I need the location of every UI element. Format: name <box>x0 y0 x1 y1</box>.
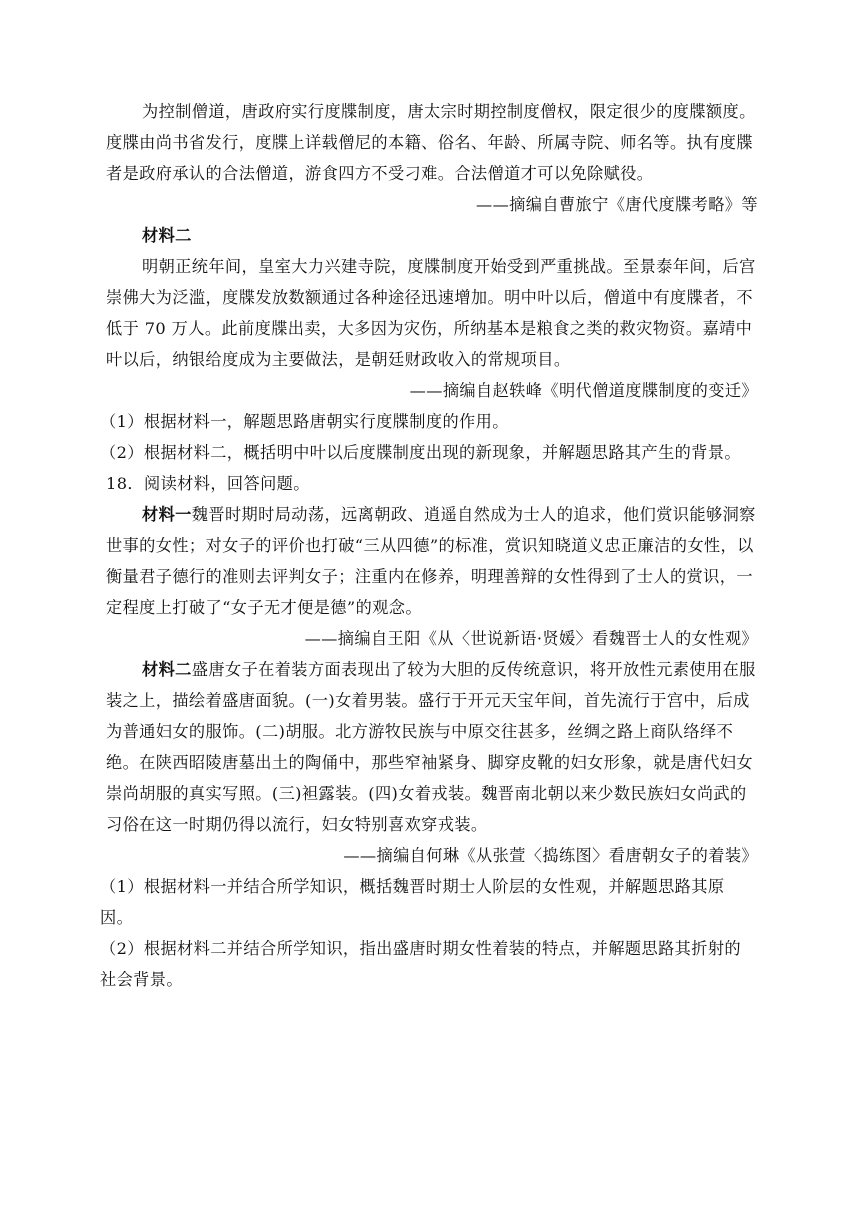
q18-material1-source: ——摘编自王阳《从〈世说新语·贤媛〉看魏晋士人的女性观》 <box>304 629 758 648</box>
q18-material1-label: 材料一 <box>142 505 192 524</box>
q18-material2 <box>106 654 756 840</box>
material2-heading: 材料二 <box>142 226 192 245</box>
q18-material2-source: ——摘编自何琳《从张萱〈捣练图〉看唐朝女子的着装》 <box>343 846 758 865</box>
q18-question-2: （2）根据材料二并结合所学知识，指出盛唐时期女性着装的特点，并解题思路其折射的社会背景。 <box>100 939 742 989</box>
document-content <box>100 96 758 995</box>
material2-source: ——摘编自赵轶峰《明代僧道度牒制度的变迁》 <box>409 381 758 400</box>
q18-question-1: （1）根据材料一并结合所学知识，概括魏晋时期士人阶层的女性观，并解题思路其原因。 <box>100 877 725 927</box>
q18-material1-text: 魏晋时期时局动荡，远离朝政、逍遥自然成为士人的追求，他们赏识能够洞察世事的女性；对女子的评价也打破“三从四德”的标准，赏识知晓道义忠正廉洁的女性，以衡量君子德行的准则去评判女子；注重内在修养，明理善辩的女性得到了士人的赏识，一定程度上打破了“女子无才便是德”的观念。 <box>106 505 756 617</box>
q17-question-2: （2）根据材料二，概括明中叶以后度牒制度出现的新现象，并解题思路其产生的背景。 <box>100 443 742 462</box>
q17-question-1: （1）根据材料一，解题思路唐朝实行度牒制度的作用。 <box>100 412 509 431</box>
q18-material1 <box>106 499 756 623</box>
material1-source: ——摘编自曹旅宁《唐代度牒考略》等 <box>476 195 758 214</box>
q18-material2-label: 材料二 <box>142 660 192 679</box>
material1-paragraph: 为控制僧道，唐政府实行度牒制度，唐太宗时期控制度僧权，限定很少的度牒额度。度牒由尚书省发行，度牒上详载僧尼的本籍、俗名、年龄、所属寺院、师名等。执有度牒者是政府承认的合法僧道，游食四方不受刁难。合法僧道才可以免除赋役。 <box>106 102 756 183</box>
q18-title: 18．阅读材料，回答问题。 <box>106 474 310 493</box>
q18-material2-text: 盛唐女子在着装方面表现出了较为大胆的反传统意识，将开放性元素使用在服装之上，描绘着盛唐面貌。(一)女着男装。盛行于开元天宝年间，首先流行于宫中，后成为普通妇女的服饰。(二)胡服。北方游牧民族与中原交往甚多，丝绸之路上商队络绎不绝。在陕西昭陵唐墓出土的陶俑中，那些窄袖紧身、脚穿皮靴的妇女形象，就是唐代妇女崇尚胡服的真实写照。(三)袒露装。(四)女着戎装。魏晋南北朝以来少数民族妇女尚武的习俗在这一时期仍得以流行，妇女特别喜欢穿戎装。 <box>106 660 756 834</box>
material2-paragraph: 明朝正统年间，皇室大力兴建寺院，度牒制度开始受到严重挑战。至景泰年间，后宫崇佛大为泛滥，度牒发放数额通过各种途径迅速增加。明中叶以后，僧道中有度牒者，不低于 70 万人。此前度牒出卖，大多因为灾伤，所纳基本是粮食之类的救灾物资。嘉靖中叶以后，纳银给度成为主要做法，是朝廷财政收入的常规项目。 <box>106 257 756 369</box>
